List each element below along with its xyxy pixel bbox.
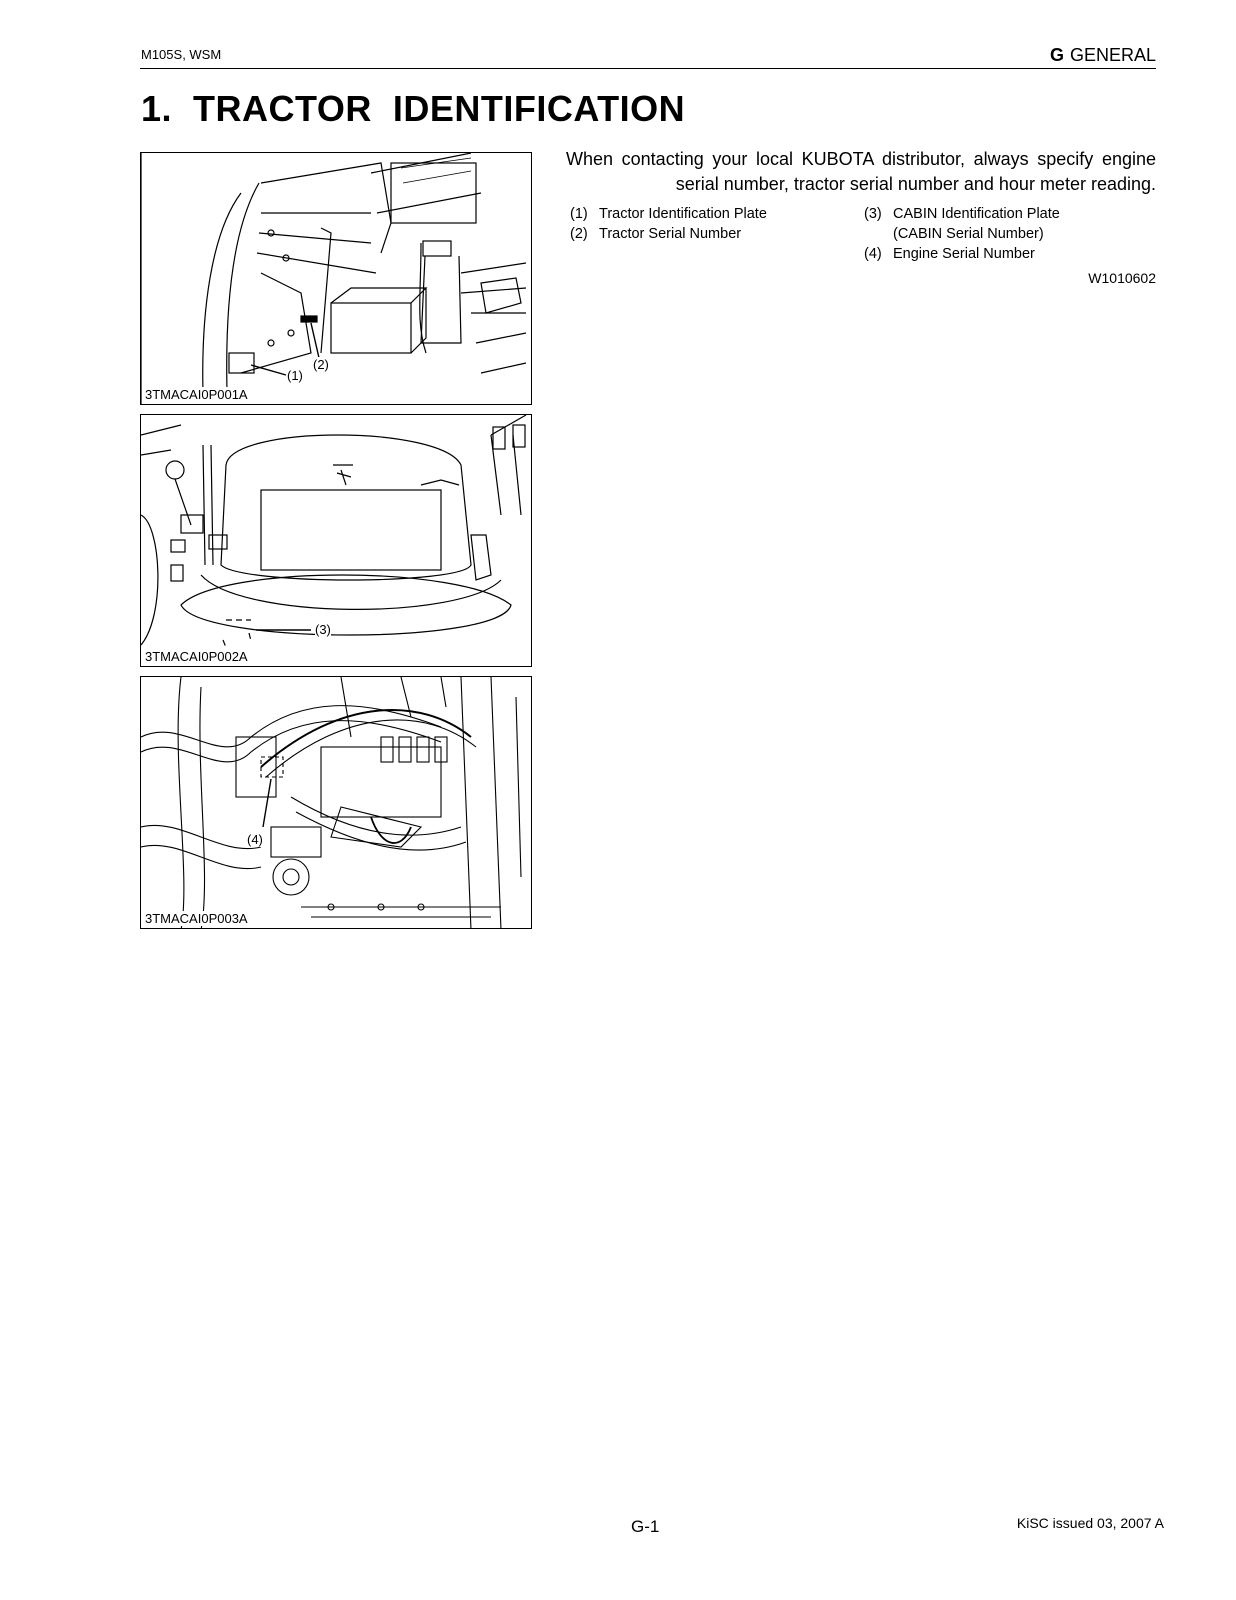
figure-caption: 3TMACAI0P002A xyxy=(145,649,248,664)
legend-label: Tractor Identification Plate xyxy=(599,206,767,222)
figure-tractor-plate xyxy=(140,152,532,405)
intro-paragraph: When contacting your local KUBOTA distributor, always specify engine serial number, tractor serial number and hour meter reading. xyxy=(566,149,1156,194)
figure-cabin-plate xyxy=(140,414,532,667)
work-code: W1010602 xyxy=(1088,270,1156,286)
section-letter: G xyxy=(1049,45,1064,65)
figure-engine-serial xyxy=(140,676,532,929)
plate-marker-2 xyxy=(301,316,317,322)
section-name: GENERAL xyxy=(1069,45,1156,65)
legend-label: Tractor Serial Number xyxy=(599,226,742,242)
legend-left xyxy=(570,204,767,244)
cabin-seat-illustration xyxy=(141,415,532,667)
legend-number: (3) xyxy=(864,206,882,222)
legend-sublabel: (CABIN Serial Number) xyxy=(893,226,1044,242)
page-title: 1. TRACTOR IDENTIFICATION xyxy=(141,88,686,129)
header-rule xyxy=(140,68,1156,69)
callout-1: (1) xyxy=(287,368,303,383)
callout-2: (2) xyxy=(313,357,329,372)
manual-code: M105S, WSM xyxy=(141,47,222,62)
legend-item xyxy=(570,204,767,224)
section-heading xyxy=(1050,45,1156,66)
figure-caption: 3TMACAI0P001A xyxy=(145,387,248,402)
legend-label: Engine Serial Number xyxy=(893,246,1035,262)
serial-location-marker xyxy=(261,757,283,777)
legend-number: (2) xyxy=(570,226,588,242)
callout-4: (4) xyxy=(247,832,263,847)
legend-item xyxy=(570,224,767,244)
legend-item xyxy=(864,204,1060,244)
legend-label: CABIN Identification Plate xyxy=(893,206,1060,222)
callout-3: (3) xyxy=(315,622,331,637)
legend-number: (1) xyxy=(570,206,588,222)
legend-number: (4) xyxy=(864,246,882,262)
figure-caption: 3TMACAI0P003A xyxy=(145,911,248,926)
legend-item xyxy=(864,244,1060,264)
engine-bay-illustration xyxy=(141,677,532,929)
issue-info: KiSC issued 03, 2007 A xyxy=(1016,1515,1164,1531)
legend-right xyxy=(864,204,1060,264)
tractor-side-illustration xyxy=(141,153,532,405)
page-number: G-1 xyxy=(631,1517,660,1536)
